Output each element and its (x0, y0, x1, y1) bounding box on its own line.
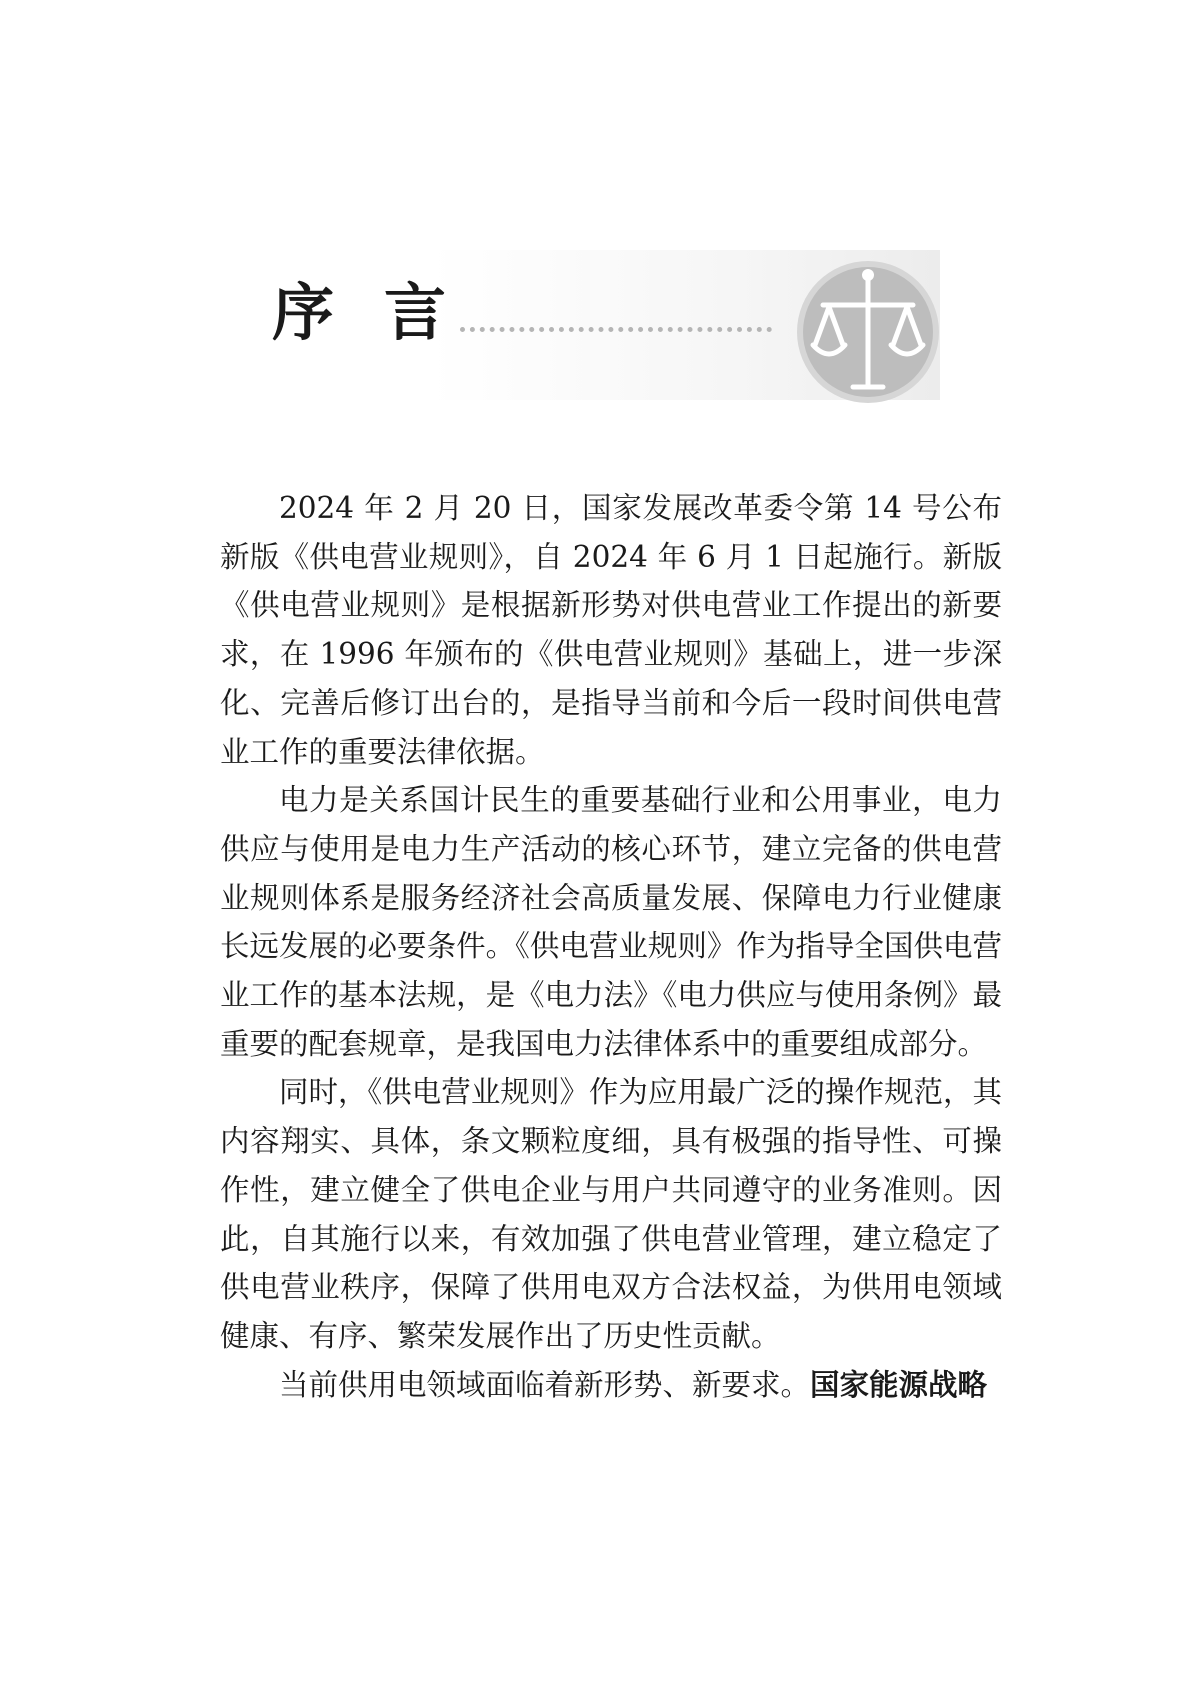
preface-body (220, 484, 1002, 1409)
paragraph-3: 同时，《供电营业规则》作为应用最广泛的操作规范，其内容翔实、具体，条文颗粒度细，具有极强的指导性、可操作性，建立健全了供电企业与用户共同遵守的业务准则。因此，自其施行以来，有效加强了供电营业管理，建立稳定了供电营业秩序，保障了供用电双方合法权益，为供用电领域健康、有序、繁荣发展作出了历史性贡献。 (220, 1075, 1002, 1353)
page-title (272, 276, 447, 349)
paragraph-2: 电力是关系国计民生的重要基础行业和公用事业，电力供应与使用是电力生产活动的核心环节，建立完备的供电营业规则体系是服务经济社会高质量发展、保障电力行业健康长远发展的必要条件。《供电营业规则》作为指导全国供电营业工作的基本法规，是《电力法》《电力供应与使用条例》最重要的配套规章，是我国电力法律体系中的重要组成部分。 (220, 783, 1002, 1061)
paragraph-4 (220, 1361, 1002, 1410)
scales-of-justice-icon (795, 259, 941, 405)
title-char-2: 言 (384, 276, 447, 349)
paragraph-4-text: 当前供用电领域面临着新形势、新要求。 (279, 1367, 811, 1402)
paragraph-1: 2024 年 2 月 20 日，国家发展改革委令第 14 号公布新版《供电营业规则》，自 2024 年 6 月 1 日起施行。新版《供电营业规则》是根据新形势对供电营业工作提出的新要求，在 1996 年颁布的《供电营业规则》基础上，进一步深化、完善后修订出台的，是指导当前和今后一段时间供电营业工作的重要法律依据。 (220, 491, 1002, 769)
title-char-1: 序 (272, 276, 335, 349)
paragraph-4-bold-tail: 国家能源战略 (810, 1366, 988, 1402)
dotted-leader-line (460, 327, 772, 332)
